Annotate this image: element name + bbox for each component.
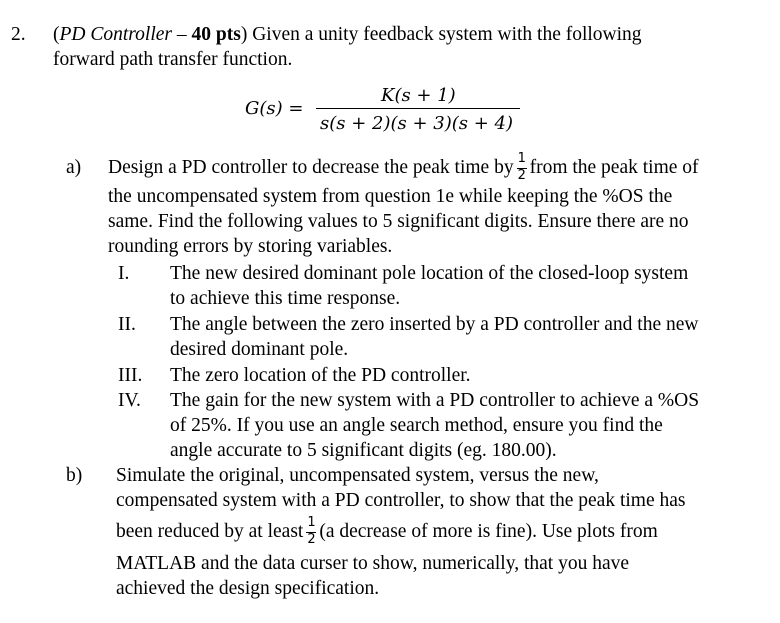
half-numerator-b: 1 bbox=[307, 515, 316, 530]
part-b-line-3-post: (a decrease of more is fine). Use plots from bbox=[319, 521, 658, 542]
item-i-line-1: The new desired dominant pole location of the closed-loop system bbox=[170, 263, 689, 284]
item-ii-numeral: II. bbox=[118, 314, 136, 335]
part-b-line-2: compensated system with a PD controller, to show that the peak time has bbox=[116, 490, 686, 511]
item-iv-line-2: of 25%. If you use an angle search method, ensure you find the bbox=[170, 415, 663, 436]
item-ii-line-2: desired dominant pole. bbox=[170, 339, 349, 360]
equation-denominator: s(s + 2)(s + 3)(s + 4) bbox=[320, 113, 514, 134]
half-fraction bbox=[517, 151, 527, 183]
part-a-line-3: same. Find the following values to 5 significant digits. Ensure there are no bbox=[108, 211, 689, 232]
part-a-line-1 bbox=[108, 151, 699, 183]
question-intro-rest: Given a unity feedback system with the following bbox=[247, 24, 642, 45]
fraction-bar bbox=[316, 108, 520, 109]
item-ii-line-1: The angle between the zero inserted by a PD controller and the new bbox=[170, 314, 699, 335]
item-iii-numeral: III. bbox=[118, 365, 143, 386]
part-a-label: a) bbox=[66, 157, 82, 178]
question-number: 2. bbox=[11, 24, 26, 45]
question-dash: – bbox=[172, 24, 192, 45]
question-title: PD Controller bbox=[59, 24, 172, 45]
part-a-line-4: rounding errors by storing variables. bbox=[108, 236, 393, 257]
part-a-line-1-pre: Design a PD controller to decrease the peak time by bbox=[108, 157, 514, 178]
equation-lhs: G(s) = bbox=[245, 98, 304, 119]
part-b-line-1: Simulate the original, uncompensated system, versus the new, bbox=[116, 465, 599, 486]
part-b-line-3-pre: been reduced by at least bbox=[116, 521, 304, 542]
item-i-numeral: I. bbox=[118, 263, 130, 284]
question-intro-line-1: (PD Controller – 40 pts) Given a unity feedback system with the following bbox=[53, 24, 642, 45]
part-b-line-3 bbox=[116, 515, 658, 547]
part-b-line-4: MATLAB and the data curser to show, numerically, that you have bbox=[116, 553, 629, 574]
question-points: 40 pts bbox=[191, 24, 241, 45]
question-intro-line-2: forward path transfer function. bbox=[53, 49, 293, 70]
part-a-line-2: the uncompensated system from question 1e while keeping the %OS the bbox=[108, 186, 673, 207]
half-denominator-b: 2 bbox=[307, 532, 316, 547]
part-b-line-5: achieved the design specification. bbox=[116, 578, 380, 599]
equation-numerator: K(s + 1) bbox=[381, 85, 456, 106]
part-a-line-1-post: from the peak time of bbox=[529, 157, 699, 178]
item-iv-line-3: angle accurate to 5 significant digits (eg. 180.00). bbox=[170, 440, 557, 461]
item-iii-line-1: The zero location of the PD controller. bbox=[170, 365, 471, 386]
half-numerator: 1 bbox=[517, 151, 526, 166]
item-iv-line-1: The gain for the new system with a PD controller to achieve a %OS bbox=[170, 390, 700, 411]
half-denominator: 2 bbox=[517, 168, 526, 183]
half-fraction-b bbox=[306, 515, 316, 547]
item-iv-numeral: IV. bbox=[118, 390, 141, 411]
part-b-label: b) bbox=[66, 465, 83, 486]
item-i-line-2: to achieve this time response. bbox=[170, 288, 401, 309]
